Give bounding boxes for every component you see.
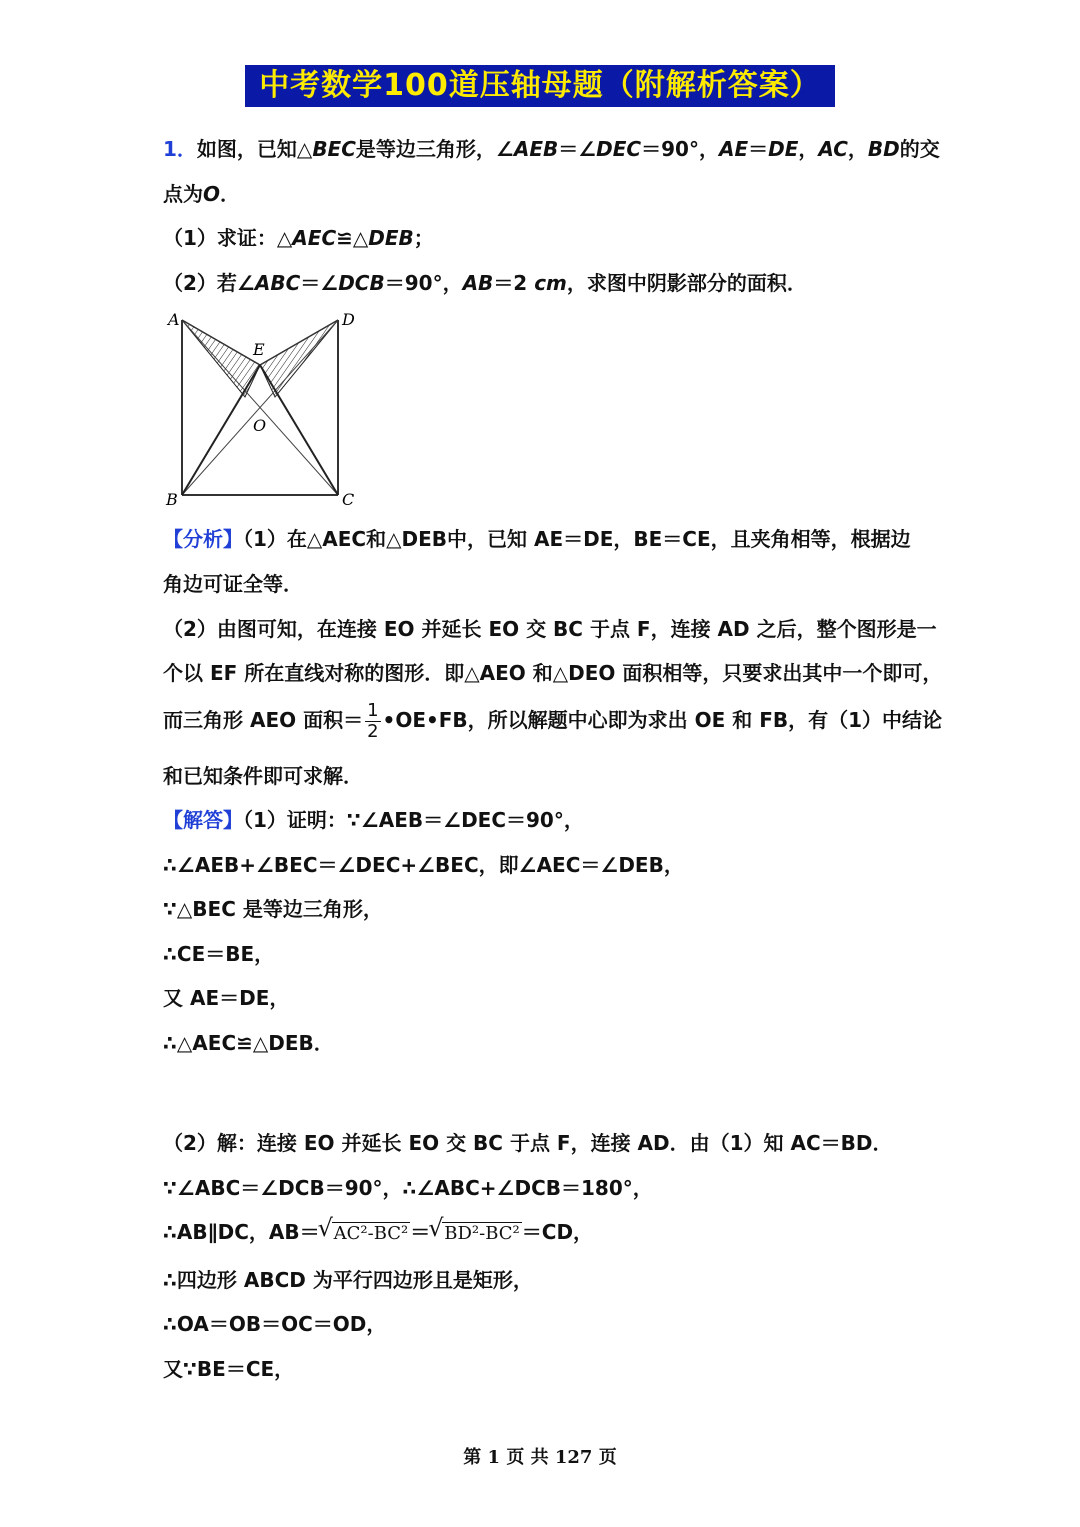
label-c: C: [342, 490, 355, 509]
analysis-line-2: 角边可证全等．: [163, 572, 303, 596]
label-e: E: [253, 340, 265, 359]
solution-line-9: ∴AB∥DC，AB＝√ AC²-BC² ＝√ BD²-BC² ＝CD，: [163, 1218, 593, 1246]
question-number: 1．: [163, 137, 197, 161]
label-o: O: [253, 416, 267, 435]
analysis-line-5: 而三角形 AEO 面积＝ $\frac{1}{2}$ •OE•FB，所以解题中心即为求出 OE 和 FB，有（1）中结论: [163, 700, 943, 742]
question-line-1: 1．如图，已知△BEC是等边三角形，∠AEB＝∠DEC＝90°，AE＝DE，AC，BD的交: [163, 137, 940, 161]
question-line-2: 点为O．: [163, 182, 241, 206]
geometry-figure: [160, 305, 360, 515]
page-title: 中考数学100道压轴母题（附解析答案）: [245, 65, 835, 107]
solution-line-7: （2）解：连接 EO 并延长 EO 交 BC 于点 F，连接 AD．由（1）知 AC＝BD．: [163, 1131, 893, 1155]
label-d: D: [342, 310, 355, 329]
solution-line-2: ∴∠AEB+∠BEC＝∠DEC+∠BEC，即∠AEC＝∠DEB，: [163, 853, 684, 877]
analysis-line-1: 【分析】（1）在△AEC和△DEB中，已知 AE＝DE，BE＝CE，且夹角相等，根据边: [163, 527, 911, 551]
solution-line-12: 又∵BE＝CE，: [163, 1357, 295, 1381]
analysis-line-6: 和已知条件即可求解．: [163, 764, 363, 788]
solution-line-8: ∵∠ABC＝∠DCB＝90°，∴∠ABC+∠DCB＝180°，: [163, 1176, 653, 1200]
question-part-1: （1）求证：△AEC≌△DEB；: [163, 226, 434, 250]
solution-line-6: ∴△AEC≌△DEB．: [163, 1031, 334, 1055]
solution-line-5: 又 AE＝DE，: [163, 986, 290, 1010]
analysis-line-3: （2）由图可知，在连接 EO 并延长 EO 交 BC 于点 F，连接 AD 之后，整个图形是一: [163, 617, 937, 641]
page-footer: 第 1 页 共 127 页: [463, 1447, 617, 1468]
sqrt-bd-bc: √ BD²-BC²: [442, 1222, 522, 1245]
fraction-one-half: $\frac{1}{2}$: [367, 700, 379, 742]
label-a: A: [168, 310, 180, 329]
solution-line-3: ∵△BEC 是等边三角形，: [163, 897, 383, 921]
solution-tag: 【解答】: [163, 808, 243, 832]
analysis-line-4: 个以 EF 所在直线对称的图形．即△AEO 和△DEO 面积相等，只要求出其中一个即可，: [163, 661, 943, 685]
analysis-tag: 【分析】: [163, 527, 243, 551]
segment-be: [182, 365, 260, 495]
sqrt-ac-bc: √ AC²-BC²: [332, 1222, 411, 1245]
solution-line-4: ∴CE＝BE，: [163, 942, 275, 966]
segment-ce: [260, 365, 338, 495]
label-b: B: [166, 490, 178, 509]
question-part-2: （2）若∠ABC＝∠DCB＝90°，AB＝2 cm，求图中阴影部分的面积．: [163, 271, 807, 295]
solution-line-11: ∴OA＝OB＝OC＝OD，: [163, 1312, 387, 1336]
solution-line-1: 【解答】（1）证明：∵∠AEB＝∠DEC＝90°，: [163, 808, 584, 832]
solution-line-10: ∴四边形 ABCD 为平行四边形且是矩形，: [163, 1268, 533, 1292]
